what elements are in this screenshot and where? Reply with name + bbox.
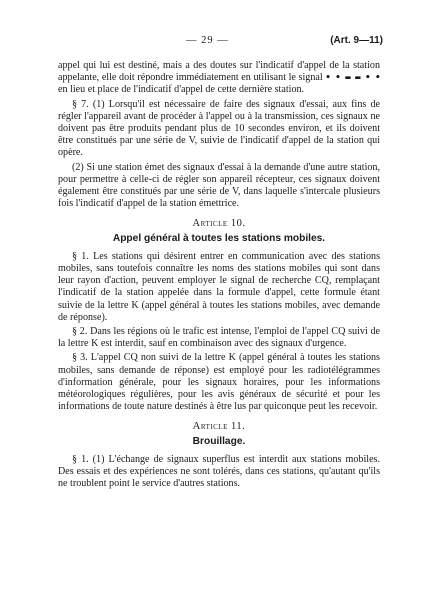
paragraph-text: appel qui lui est destiné, mais a des doutes sur l'indicatif d'appel de la station appelante, elle doit répondre immédiatement en utilisant le signal bbox=[58, 60, 380, 84]
article-10-heading: Appel général à toutes les stations mobiles. bbox=[112, 232, 326, 244]
paragraph-art11-section-1: § 1. (1) L'échange de signaux superflus est interdit aux stations mobiles. Des essais et des expériences ne sont tolérés, dans ces stations, qu'autant qu'ils ne troublent point le service d'autres stations. bbox=[58, 453, 380, 490]
paragraph-art10-section-3: § 3. L'appel CQ non suivi de la lettre K (appel général à toutes les stations mobiles, sans demande de réponse) est employé pour les radiotélégrammes d'information générale, pour les signaux horaires, pour les informations météorologiques régulières, pour les avis généraux de sécurité et pour les informations de toute nature destinés à être lus par quiconque peut les recevoir. bbox=[58, 352, 380, 413]
page-body bbox=[58, 60, 380, 493]
page-header bbox=[58, 35, 383, 49]
paragraph-text: en lieu et place de l'indicatif d'appel de cette dernière station. bbox=[58, 84, 305, 96]
paragraph-call-signal bbox=[58, 60, 380, 97]
article-10-title: Article 10. bbox=[192, 218, 246, 230]
paragraph-section-7-2: (2) Si une station émet des signaux d'essai à la demande d'une autre station, pour permettre à celle-ci de régler son appareil récepteur, ces signaux doivent également être constitués par une série de V, dans laquelle s'intercale plusieurs fois l'indicatif d'appel de la station émettrice. bbox=[58, 161, 380, 210]
morse-signal: • • ▬ ▬ • • bbox=[325, 73, 380, 84]
paragraph-art10-section-1: § 1. Les stations qui désirent entrer en communication avec des stations mobiles, sans toutefois connaître les noms des stations mobiles qui sont dans leur rayon d'action, peuvent employer le signal de recherche CQ, remplaçant l'indicatif de la station appelée dans la formule d'appel, cette formule étant suivie de la lettre K (appel général à toutes les stations mobiles, avec demande de réponse). bbox=[58, 250, 380, 323]
article-reference: (Art. 9—11) bbox=[330, 35, 383, 46]
paragraph-section-7-1: § 7. (1) Lorsqu'il est nécessaire de faire des signaux d'essai, aux fins de régler l'appareil avant de procéder à l'appel ou à la transmission, ces signaux ne doivent pas être produits pendant plus de 10 secondes environ, et ils doivent être constitués par une série de V, suivie de l'indicatif d'appel de la station qui opère. bbox=[58, 98, 380, 159]
page-number: — 29 — bbox=[186, 35, 229, 46]
article-11-title: Article 11. bbox=[192, 421, 246, 433]
article-11-heading: Brouillage. bbox=[192, 435, 246, 447]
paragraph-art10-section-2: § 2. Dans les régions où le trafic est intense, l'emploi de l'appel CQ suivi de la lettre K est interdit, sauf en combinaison avec des signaux d'urgence. bbox=[58, 326, 380, 350]
